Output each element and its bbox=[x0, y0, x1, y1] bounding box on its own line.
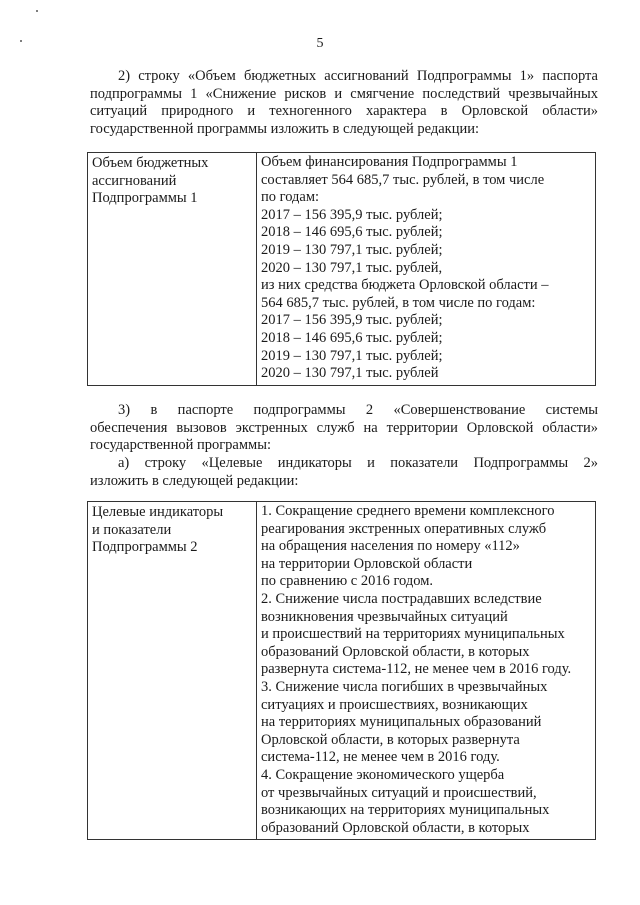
content-line: развернута система-112, не менее чем в 2016 году. bbox=[261, 661, 572, 678]
content-line: на обращения населения по номеру «112» bbox=[261, 538, 520, 555]
content-line: ситуациях и происшествиях, возникающих bbox=[261, 696, 528, 713]
paragraph-line: ситуаций природного и техногенного характера в Орловской области» bbox=[90, 103, 598, 119]
content-line: на территории Орловской области bbox=[261, 555, 473, 572]
content-line: по годам: bbox=[261, 189, 320, 206]
table-label-cell bbox=[88, 502, 257, 840]
label-line: Целевые индикаторы bbox=[92, 504, 224, 520]
label-line: и показатели bbox=[92, 521, 172, 538]
content-line: от чрезвычайных ситуаций и происшествий, bbox=[261, 784, 537, 801]
item-2-paragraph bbox=[90, 68, 598, 138]
content-line: образований Орловской области, в которых bbox=[261, 643, 530, 660]
content-line: 2018 – 146 695,6 тыс. рублей; bbox=[261, 224, 443, 241]
content-line: возникновения чрезвычайных ситуаций bbox=[261, 608, 508, 625]
content-line: 2020 – 130 797,1 тыс. рублей bbox=[261, 365, 439, 382]
content-line: 2. Снижение числа пострадавших вследствие bbox=[261, 590, 542, 607]
content-line: Объем финансирования Подпрограммы 1 bbox=[261, 154, 518, 170]
table-content-cell bbox=[257, 502, 596, 840]
content-line: система-112, не менее чем в 2016 году. bbox=[261, 749, 500, 766]
target-indicators-table bbox=[87, 501, 596, 840]
content-line: на территориях муниципальных образований bbox=[261, 714, 542, 731]
label-line: ассигнований bbox=[92, 172, 177, 189]
content-line: 3. Снижение числа погибших в чрезвычайных bbox=[261, 678, 548, 695]
content-line: реагирования экстренных оперативных служб bbox=[261, 520, 547, 537]
content-line: 2019 – 130 797,1 тыс. рублей; bbox=[261, 347, 443, 364]
content-line: 564 685,7 тыс. рублей, в том числе по годам: bbox=[261, 294, 536, 311]
scan-speck bbox=[36, 10, 38, 12]
content-line: 2020 – 130 797,1 тыс. рублей, bbox=[261, 259, 443, 276]
table-row bbox=[88, 153, 596, 386]
content-line: 4. Сокращение экономического ущерба bbox=[261, 766, 505, 783]
content-line: возникающих на территориях муниципальных bbox=[261, 802, 550, 819]
paragraph-line: государственной программы изложить в следующей редакции: bbox=[90, 120, 480, 137]
paragraph-line: подпрограммы 1 «Снижение рисков и смягчение последствий чрезвычайных bbox=[90, 85, 598, 102]
content-line: 1. Сокращение среднего времени комплексного bbox=[261, 503, 555, 519]
content-line: составляет 564 685,7 тыс. рублей, в том числе bbox=[261, 171, 545, 188]
paragraph-line: обеспечения вызовов экстренных служб на территории Орловской области» bbox=[90, 419, 598, 436]
item-3a-paragraph bbox=[90, 455, 598, 490]
paragraph-line: 2) строку «Объем бюджетных ассигнований Подпрограммы 1» паспорта bbox=[118, 68, 598, 84]
content-line: и происшествий на территориях муниципальных bbox=[261, 626, 565, 643]
table-label-cell bbox=[88, 153, 257, 386]
paragraph-line: 3) в паспорте подпрограммы 2 «Совершенствование системы bbox=[118, 402, 598, 418]
content-line: 2017 – 156 395,9 тыс. рублей; bbox=[261, 206, 443, 223]
paragraph-line: изложить в следующей редакции: bbox=[90, 472, 299, 489]
content-line: Орловской области, в которых развернута bbox=[261, 731, 520, 748]
content-line: из них средства бюджета Орловской области – bbox=[261, 277, 549, 294]
content-line: 2018 – 146 695,6 тыс. рублей; bbox=[261, 329, 443, 346]
content-line: 2019 – 130 797,1 тыс. рублей; bbox=[261, 241, 443, 258]
content-line: 2017 – 156 395,9 тыс. рублей; bbox=[261, 312, 443, 329]
paragraph-line: государственной программы: bbox=[90, 437, 271, 453]
label-line: Подпрограммы 2 bbox=[92, 539, 198, 556]
content-line: по сравнению с 2016 годом. bbox=[261, 573, 434, 590]
budget-allocation-table bbox=[87, 152, 596, 386]
label-line: Подпрограммы 1 bbox=[92, 190, 198, 207]
table-row bbox=[88, 502, 596, 840]
item-3-paragraph bbox=[90, 402, 598, 455]
label-line: Объем бюджетных bbox=[92, 155, 209, 171]
table-content-cell bbox=[257, 153, 596, 386]
paragraph-line: а) строку «Целевые индикаторы и показатели Подпрограммы 2» bbox=[118, 455, 598, 471]
page-number: 5 bbox=[316, 36, 324, 51]
content-line: образований Орловской области, в которых bbox=[261, 819, 530, 836]
